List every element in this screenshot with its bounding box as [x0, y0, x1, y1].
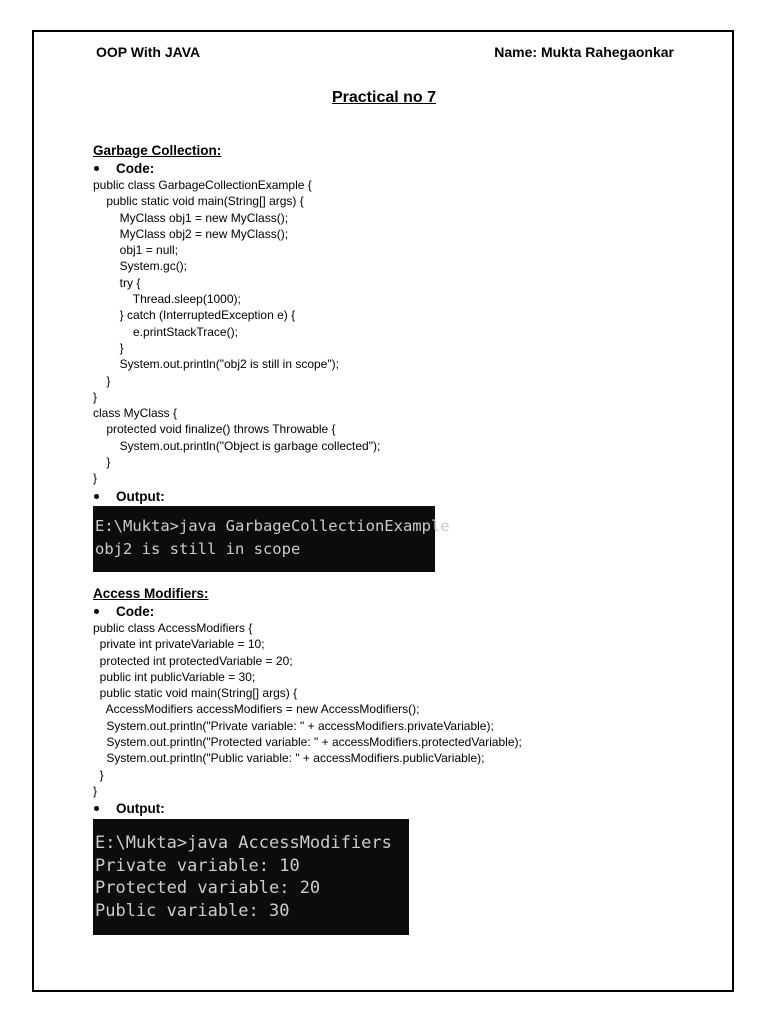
- code-line: }: [93, 471, 98, 486]
- section-heading: Garbage Collection:: [93, 143, 222, 158]
- code-line: protected int protectedVariable = 20;: [93, 653, 293, 668]
- code-line: }: [93, 373, 111, 388]
- code-line: MyClass obj1 = new MyClass();: [93, 210, 289, 225]
- code-line: System.out.println("Object is garbage collected");: [93, 438, 381, 453]
- code-line: System.out.println("Public variable: " + accessModifiers.publicVariable);: [93, 751, 485, 766]
- code-block: [93, 620, 713, 799]
- code-line: }: [93, 340, 124, 355]
- terminal-line: obj2 is still in scope: [95, 539, 301, 558]
- code-line: public class GarbageCollectionExample {: [93, 178, 312, 192]
- code-block: [93, 177, 713, 487]
- code-line: }: [93, 767, 104, 782]
- code-line: } catch (InterruptedException e) {: [93, 308, 296, 323]
- output-label: Output:: [93, 488, 713, 505]
- code-line: MyClass obj2 = new MyClass();: [93, 226, 289, 241]
- terminal-line: E:\Mukta>java AccessModifiers: [95, 833, 392, 854]
- terminal-line: Protected variable: 20: [95, 878, 321, 899]
- terminal-line: Public variable: 30: [95, 900, 290, 921]
- code-label: Code:: [93, 603, 713, 620]
- code-line: public int publicVariable = 30;: [93, 669, 256, 684]
- code-line: System.gc();: [93, 259, 188, 274]
- output-label: Output:: [93, 800, 713, 817]
- code-line: }: [93, 389, 98, 404]
- code-line: System.out.println("obj2 is still in scope");: [93, 357, 339, 372]
- code-line: public static void main(String[] args) {: [93, 686, 298, 701]
- code-line: try {: [93, 275, 141, 290]
- code-line: obj1 = null;: [93, 243, 179, 258]
- code-line: protected void finalize() throws Throwable {: [93, 422, 336, 437]
- garbage-collection-section: [93, 142, 713, 572]
- code-line: System.out.println("Private variable: " + accessModifiers.privateVariable);: [93, 718, 494, 733]
- output-terminal: [93, 819, 409, 935]
- course-title: OOP With JAVA: [96, 44, 201, 60]
- code-line: AccessModifiers accessModifiers = new AccessModifiers();: [93, 702, 420, 717]
- code-line: private int privateVariable = 10;: [93, 637, 265, 652]
- code-line: }: [93, 783, 98, 798]
- section-heading: Access Modifiers:: [93, 586, 209, 601]
- code-label: Code:: [93, 160, 713, 177]
- code-line: }: [93, 455, 111, 470]
- practical-title: Practical no 7: [331, 89, 437, 106]
- code-line: Thread.sleep(1000);: [93, 292, 241, 307]
- code-line: System.out.println("Protected variable: " + accessModifiers.protectedVariable);: [93, 735, 522, 750]
- access-modifiers-section: [93, 585, 713, 935]
- student-name: Name: Mukta Rahegaonkar: [494, 44, 674, 60]
- code-line: public static void main(String[] args) {: [93, 194, 304, 209]
- code-line: class MyClass {: [93, 406, 178, 421]
- code-line: e.printStackTrace();: [93, 324, 238, 339]
- terminal-line: Private variable: 10: [95, 855, 300, 876]
- terminal-line: E:\Mukta>java GarbageCollectionExample: [95, 516, 450, 535]
- output-terminal: [93, 506, 450, 572]
- code-line: public class AccessModifiers {: [93, 621, 253, 635]
